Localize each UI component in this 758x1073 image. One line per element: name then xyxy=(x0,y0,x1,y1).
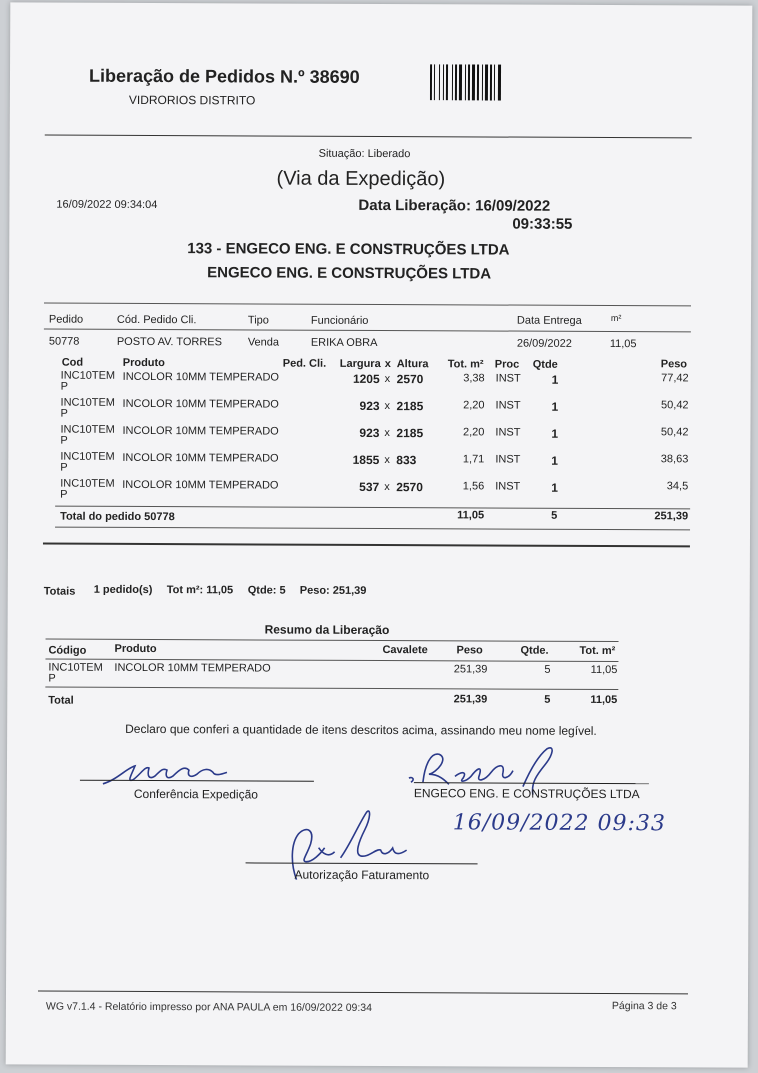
client-name: 133 - ENGECO ENG. E CONSTRUÇÕES LTDA xyxy=(187,240,510,259)
expedition-signature xyxy=(97,758,257,789)
col-cod: Cod xyxy=(61,356,84,369)
item-x: x xyxy=(384,373,391,386)
summary-col-produto: Produto xyxy=(114,642,157,656)
item-qtde: 1 xyxy=(551,426,559,441)
order-cod-cli: POSTO AV. TORRES xyxy=(116,335,223,349)
order-total-underline xyxy=(55,527,690,531)
totals-pedidos: 1 pedido(s) xyxy=(93,583,153,597)
order-data-entrega: 26/09/2022 xyxy=(516,337,572,350)
item-row xyxy=(8,397,750,427)
item-x: x xyxy=(384,454,390,467)
item-x: x xyxy=(384,400,391,413)
item-largura: 1205 xyxy=(352,371,380,387)
item-x: x xyxy=(384,481,390,494)
item-proc: INST xyxy=(495,372,521,385)
item-peso: 77,42 xyxy=(661,372,689,385)
item-tot-m2: 3,38 xyxy=(463,372,485,385)
printed-timestamp: 16/09/2022 09:34:04 xyxy=(56,198,158,212)
item-produto: INCOLOR 10MM TEMPERADO xyxy=(122,424,279,438)
header-divider xyxy=(45,135,692,139)
item-peso: 50,42 xyxy=(661,399,689,412)
item-qtde: 1 xyxy=(551,453,559,468)
summary-total-rule xyxy=(45,687,618,691)
item-cod: INC10TEM P xyxy=(60,396,116,420)
item-altura: 2185 xyxy=(396,426,424,441)
order-m2: 11,05 xyxy=(609,338,637,351)
item-largura: 923 xyxy=(359,398,380,414)
col-tipo: Tipo xyxy=(247,314,269,327)
col-funcionario: Funcionário xyxy=(310,314,369,327)
item-tot-m2: 2,20 xyxy=(463,399,485,412)
order-tipo: Venda xyxy=(247,336,280,349)
release-time: 09:33:55 xyxy=(512,215,573,233)
item-peso: 50,42 xyxy=(660,426,689,439)
summary-total-peso: 251,39 xyxy=(453,693,488,706)
summary-row-codigo: INC10TEM P xyxy=(48,661,103,685)
item-largura: 537 xyxy=(359,479,380,495)
order-header-rule xyxy=(44,329,691,333)
item-cod: INC10TEM P xyxy=(60,423,115,447)
item-cod: INC10TEM P xyxy=(60,477,115,501)
expedition-label: Conferência Expedição xyxy=(133,786,258,802)
footer-print-info: WG v7.1.4 - Relatório impresso por ANA PAULA em 16/09/2022 09:34 xyxy=(45,1000,373,1014)
item-produto: INCOLOR 10MM TEMPERADO xyxy=(122,370,279,384)
situation-text: Situação: Liberado xyxy=(318,147,411,161)
item-produto: INCOLOR 10MM TEMPERADO xyxy=(122,478,279,492)
summary-col-peso: Peso xyxy=(456,644,483,657)
item-cod: INC10TEM P xyxy=(60,450,115,474)
summary-row-produto: INCOLOR 10MM TEMPERADO xyxy=(114,661,271,675)
summary-row-tot: 11,05 xyxy=(590,663,618,677)
order-top-rule xyxy=(44,303,691,307)
totals-m2: Tot m²: 11,05 xyxy=(166,584,234,597)
item-produto: INCOLOR 10MM TEMPERADO xyxy=(122,397,279,411)
item-proc: INST xyxy=(495,480,521,493)
section-divider xyxy=(43,543,690,548)
item-peso: 34,5 xyxy=(666,480,689,493)
item-tot-m2: 1,56 xyxy=(462,480,485,493)
col-qtde: Qtde xyxy=(532,358,558,371)
handwritten-date: 16/09/2022 09:33 xyxy=(452,810,667,837)
client-legal-name: ENGECO ENG. E CONSTRUÇÕES LTDA xyxy=(207,264,492,283)
summary-total-qtde: 5 xyxy=(544,693,551,706)
item-cod: INC10TEM P xyxy=(60,369,116,393)
item-qtde: 1 xyxy=(551,480,558,495)
totals-peso: Peso: 251,39 xyxy=(299,584,367,597)
col-produto: Produto xyxy=(122,356,165,370)
item-row xyxy=(8,478,750,508)
billing-label: Autorização Faturamento xyxy=(294,867,430,883)
summary-col-cavalete: Cavalete xyxy=(382,644,428,657)
col-data-entrega: Data Entrega xyxy=(516,314,582,327)
item-tot-m2: 1,71 xyxy=(462,453,485,466)
item-proc: INST xyxy=(495,453,521,466)
col-altura: Altura xyxy=(396,358,429,371)
summary-row-qtde: 5 xyxy=(544,663,551,676)
summary-row-peso: 251,39 xyxy=(453,663,488,676)
order-total-label: Total do pedido 50778 xyxy=(60,510,175,524)
col-ped-cli: Ped. Cli. xyxy=(282,357,327,370)
company-name: VIDRORIOS DISTRITO xyxy=(128,92,256,108)
item-produto: INCOLOR 10MM TEMPERADO xyxy=(122,451,279,465)
client-signature-label: ENGECO ENG. E CONSTRUÇÕES LTDA xyxy=(413,786,640,802)
via-label: (Via da Expedição) xyxy=(276,167,446,191)
footer-rule xyxy=(38,991,688,995)
item-row xyxy=(8,424,750,454)
col-x: x xyxy=(384,358,391,371)
order-total-qtde: 5 xyxy=(551,509,558,522)
item-altura: 833 xyxy=(396,453,417,468)
order-funcionario: ERIKA OBRA xyxy=(310,336,378,349)
document-title: Liberação de Pedidos N.º 38690 xyxy=(88,65,360,87)
item-largura: 923 xyxy=(359,425,380,441)
summary-title: Resumo da Liberação xyxy=(264,622,390,638)
item-qtde: 1 xyxy=(551,372,559,387)
summary-top-rule xyxy=(46,639,619,643)
col-cod-cli: Cód. Pedido Cli. xyxy=(116,313,197,327)
order-pedido: 50778 xyxy=(48,335,80,348)
item-x: x xyxy=(384,427,390,440)
order-total-peso: 251,39 xyxy=(654,510,689,523)
totals-label: Totais xyxy=(43,585,76,598)
item-row xyxy=(9,370,751,400)
order-total-m2: 11,05 xyxy=(457,509,485,522)
item-largura: 1855 xyxy=(352,452,380,468)
item-row xyxy=(8,451,750,481)
item-qtde: 1 xyxy=(551,399,559,414)
summary-col-codigo: Código xyxy=(48,644,87,657)
summary-col-qtde: Qtde. xyxy=(520,644,549,657)
col-m2: m² xyxy=(610,313,622,324)
summary-total-tot: 11,05 xyxy=(590,693,618,707)
declaration-text: Declaro que conferi a quantidade de itens descritos acima, assinando meu nome legível. xyxy=(125,721,597,738)
item-altura: 2185 xyxy=(396,399,424,414)
document-page xyxy=(6,2,753,1067)
barcode xyxy=(430,64,546,101)
col-tot-m2: Tot. m² xyxy=(447,358,484,371)
col-proc: Proc xyxy=(494,358,520,371)
item-altura: 2570 xyxy=(396,480,423,495)
item-altura: 2570 xyxy=(396,372,424,387)
totals-qtde: Qtde: 5 xyxy=(247,584,286,597)
item-peso: 38,63 xyxy=(660,453,689,466)
summary-total-label: Total xyxy=(48,694,74,707)
page-number: Página 3 de 3 xyxy=(611,1000,677,1013)
col-peso: Peso xyxy=(660,358,688,371)
col-pedido: Pedido xyxy=(48,313,84,326)
item-proc: INST xyxy=(495,426,521,439)
col-largura: Largura xyxy=(339,357,381,371)
item-proc: INST xyxy=(495,399,521,412)
item-tot-m2: 2,20 xyxy=(463,426,485,439)
release-date: Data Liberação: 16/09/2022 xyxy=(358,196,551,215)
summary-col-tot: Tot. m² xyxy=(579,644,616,658)
